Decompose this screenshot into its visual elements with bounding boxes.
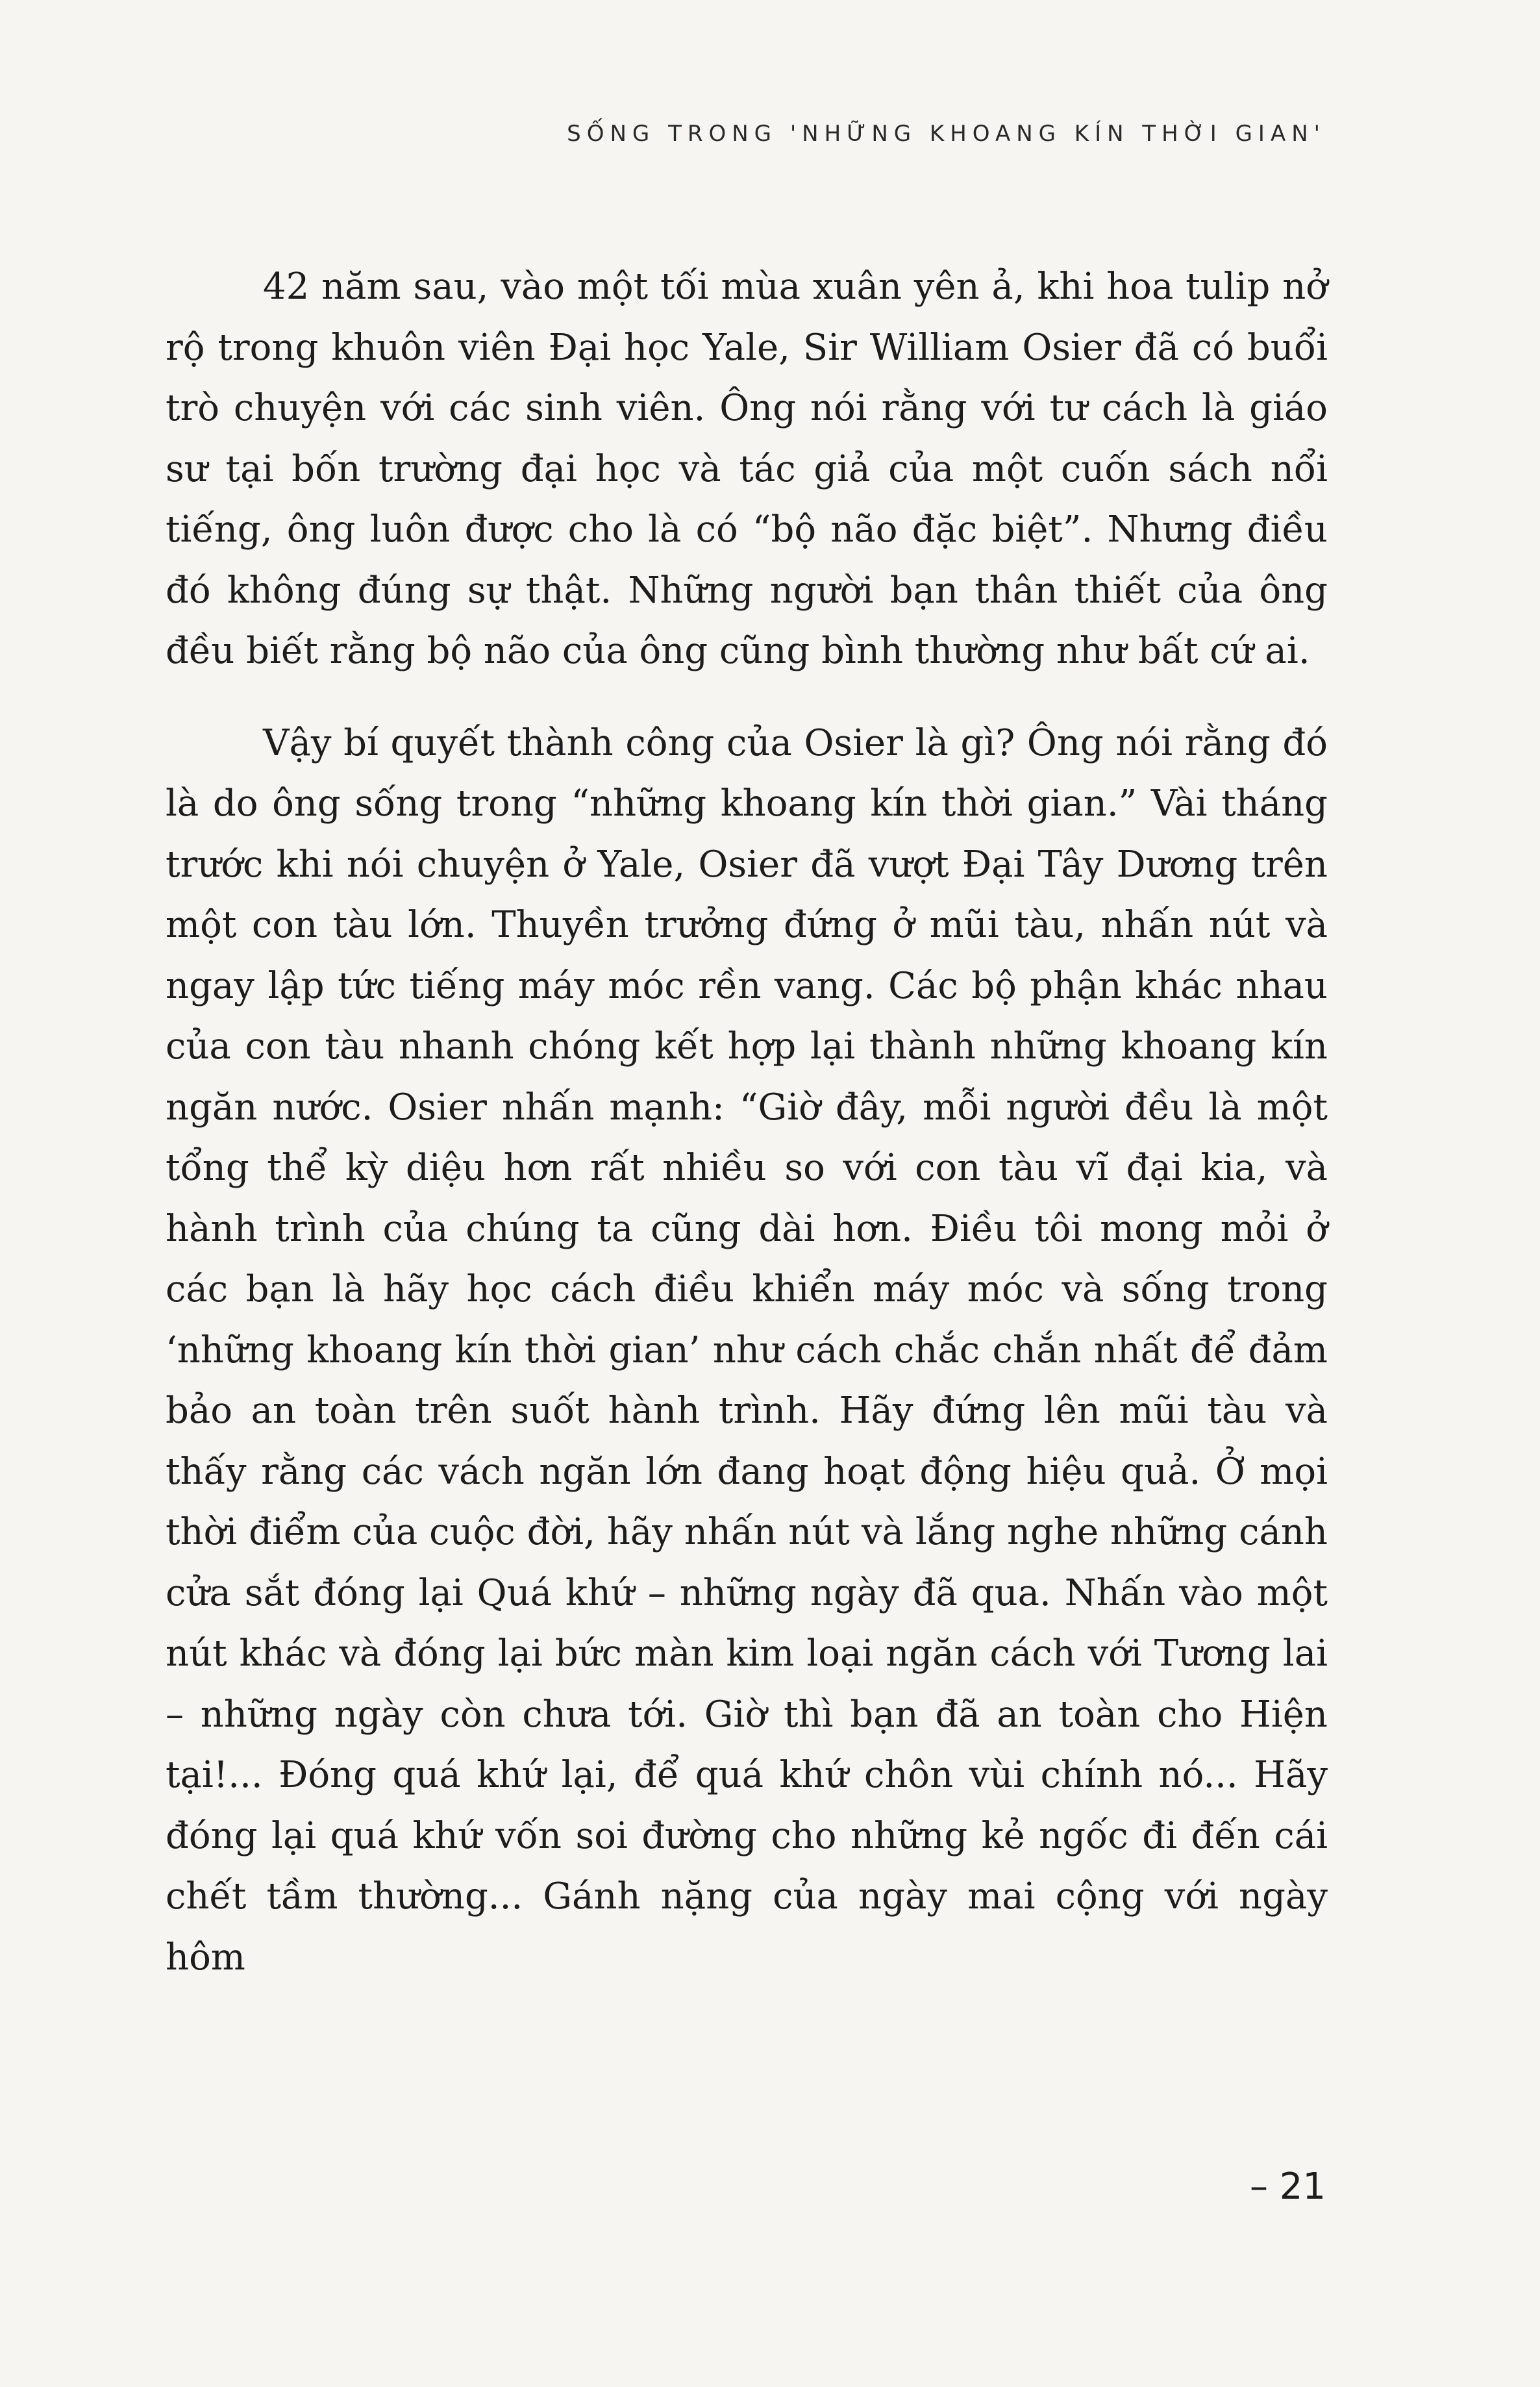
page-number: – 21 (1249, 2166, 1326, 2208)
paragraph-2: Vậy bí quyết thành công của Osier là gì? Ông nói rằng đó là do ông sống trong “những khoang kín thời gian.” Vài tháng trước khi nói chuyện ở Yale, Osier đã vượt Đại Tây Dương trên một con tàu lớn. Thuyền trưởng đứng ở mũi tàu, nhấn nút và ngay lập tức tiếng máy móc rền vang. Các bộ phận khác nhau của con tàu nhanh chóng kết hợp lại thành những khoang kín ngăn nước. Osier nhấn mạnh: “Giờ đây, mỗi người đều là một tổng thể kỳ diệu hơn rất nhiều so với con tàu vĩ đại kia, và hành trình của chúng ta cũng dài hơn. Điều tôi mong mỏi ở các bạn là hãy học cách điều khiển máy móc và sống trong ‘những khoang kín thời gian’ như cách chắc chắn nhất để đảm bảo an toàn trên suốt hành trình. Hãy đứng lên mũi tàu và thấy rằng các vách ngăn lớn đang hoạt động hiệu quả. Ở mọi thời điểm của cuộc đời, hãy nhấn nút và lắng nghe những cánh cửa sắt đóng lại Quá khứ – những ngày đã qua. Nhấn vào một nút khác và đóng lại bức màn kim loại ngăn cách với Tương lai – những ngày còn chưa tới. Giờ thì bạn đã an toàn cho Hiện tại!... Đóng quá khứ lại, để quá khứ chôn vùi chính nó... Hãy đóng lại quá khứ vốn soi đường cho những kẻ ngốc đi đến cái chết tầm thường... Gánh nặng của ngày mai cộng với ngày hôm (166, 721, 1328, 1979)
paragraph-1: 42 năm sau, vào một tối mùa xuân yên ả, khi hoa tulip nở rộ trong khuôn viên Đại học Yale, Sir William Osier đã có buổi trò chuyện với các sinh viên. Ông nói rằng với tư cách là giáo sư tại bốn trường đại học và tác giả của một cuốn sách nổi tiếng, ông luôn được cho là có “bộ não đặc biệt”. Nhưng điều đó không đúng sự thật. Những người bạn thân thiết của ông đều biết rằng bộ não của ông cũng bình thường như bất cứ ai. (166, 266, 1328, 672)
body-text (166, 256, 1328, 1988)
running-header: SỐNG TRONG 'NHỮNG KHOANG KÍN THỜI GIAN' (567, 121, 1326, 147)
